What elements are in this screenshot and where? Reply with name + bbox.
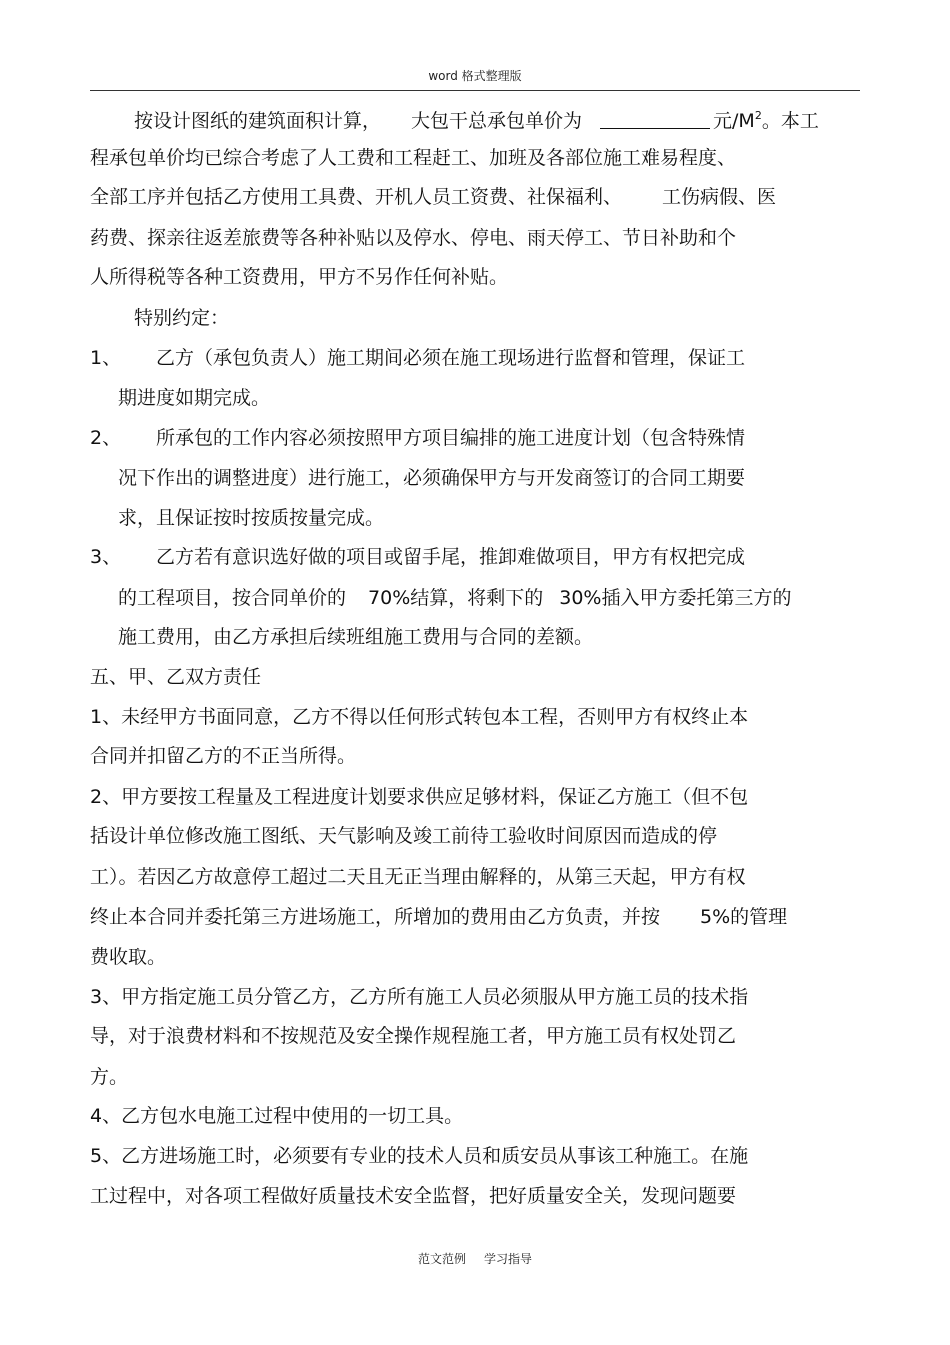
text-segment: 终止本合同并委托第三方进场施工，所增加的费用由乙方负责，并按 [90, 906, 661, 928]
item-1-line-2: 期进度如期完成。 [118, 387, 271, 409]
item-1-line-1: 乙方（承包负责人）施工期间必须在施工现场进行监督和管理，保证工 [156, 347, 746, 369]
header-divider [90, 90, 860, 91]
responsibility-1-line-1: 1、未经甲方书面同意，乙方不得以任何形式转包本工程，否则甲方有权终止本 [90, 706, 749, 728]
text-segment: 70%结算，将剩下的 [368, 587, 544, 609]
section-5-title: 五、甲、乙双方责任 [90, 666, 262, 688]
text-segment: 。本工 [761, 110, 819, 132]
paragraph-1-line-1 [134, 103, 819, 134]
responsibility-2-line-5: 费收取。 [90, 946, 167, 968]
page-footer [0, 1251, 950, 1267]
responsibility-2-line-4 [90, 904, 787, 930]
text-segment: 按设计图纸的建筑面积计算， [134, 110, 382, 132]
item-3-line-1: 乙方若有意识选好做的项目或留手尾，推卸难做项目，甲方有权把完成 [156, 546, 746, 568]
text-segment: 工伤病假、医 [662, 186, 777, 208]
paragraph-1-line-2: 程承包单价均已综合考虑了人工费和工程赶工、加班及各部位施工难易程度、 [90, 147, 737, 169]
responsibility-5-line-2: 工过程中，对各项工程做好质量技术安全监督，把好质量安全关，发现问题要 [90, 1185, 737, 1207]
responsibility-4-line-1: 4、乙方包水电施工过程中使用的一切工具。 [90, 1105, 464, 1127]
unit-superscript: 2 [754, 109, 762, 122]
item-1-number: 1、 [90, 347, 122, 369]
item-3-number: 3、 [90, 546, 122, 568]
responsibility-2-line-3: 工）。若因乙方故意停工超过二天且无正当理由解释的，从第三天起，甲方有权 [90, 866, 746, 888]
price-blank-field [600, 110, 710, 129]
text-segment: 全部工序并包括乙方使用工具费、开机人员工资费、社保福利、 [90, 186, 623, 208]
item-3-line-2 [118, 585, 791, 611]
paragraph-1-line-5: 人所得税等各种工资费用，甲方不另作任何补贴。 [90, 266, 509, 288]
responsibility-1-line-2: 合同并扣留乙方的不正当所得。 [90, 745, 357, 767]
item-2-line-3: 求，且保证按时按质按量完成。 [118, 507, 385, 529]
text-segment: 30%插入甲方委托第三方的 [559, 587, 792, 609]
footer-right-label: 学习指导 [484, 1252, 533, 1266]
responsibility-3-line-1: 3、甲方指定施工员分管乙方，乙方所有施工人员必须服从甲方施工员的技术指 [90, 986, 749, 1008]
paragraph-1-line-4: 药费、探亲往返差旅费等各种补贴以及停水、停电、雨天停工、节日补助和个 [90, 227, 737, 249]
responsibility-2-line-1: 2、甲方要按工程量及工程进度计划要求供应足够材料，保证乙方施工（但不包 [90, 786, 749, 808]
responsibility-5-line-1: 5、乙方进场施工时，必须要有专业的技术人员和质安员从事该工种施工。在施 [90, 1145, 749, 1167]
text-segment: 5%的管理 [700, 906, 788, 928]
responsibility-2-line-2: 括设计单位修改施工图纸、天气影响及竣工前待工验收时间原因而造成的停 [90, 825, 718, 847]
unit-label: 元/M [713, 110, 755, 132]
text-segment: 的工程项目，按合同单价的 [118, 587, 347, 609]
page-header: word 格式整理版 [428, 69, 522, 83]
special-title: 特别约定： [134, 307, 230, 329]
item-2-line-2: 况下作出的调整进度）进行施工，必须确保甲方与开发商签订的合同工期要 [118, 467, 746, 489]
item-2-number: 2、 [90, 427, 122, 449]
responsibility-3-line-2: 导，对于浪费材料和不按规范及安全操作规程施工者，甲方施工员有权处罚乙 [90, 1025, 737, 1047]
footer-left-label: 范文范例 [417, 1252, 466, 1266]
text-segment: 大包干总承包单价为 [411, 110, 583, 132]
paragraph-1-line-3 [90, 184, 776, 210]
item-3-line-3: 施工费用，由乙方承担后续班组施工费用与合同的差额。 [118, 626, 594, 648]
responsibility-3-line-3: 方。 [90, 1066, 129, 1088]
item-2-line-1: 所承包的工作内容必须按照甲方项目编排的施工进度计划（包含特殊情 [156, 427, 746, 449]
